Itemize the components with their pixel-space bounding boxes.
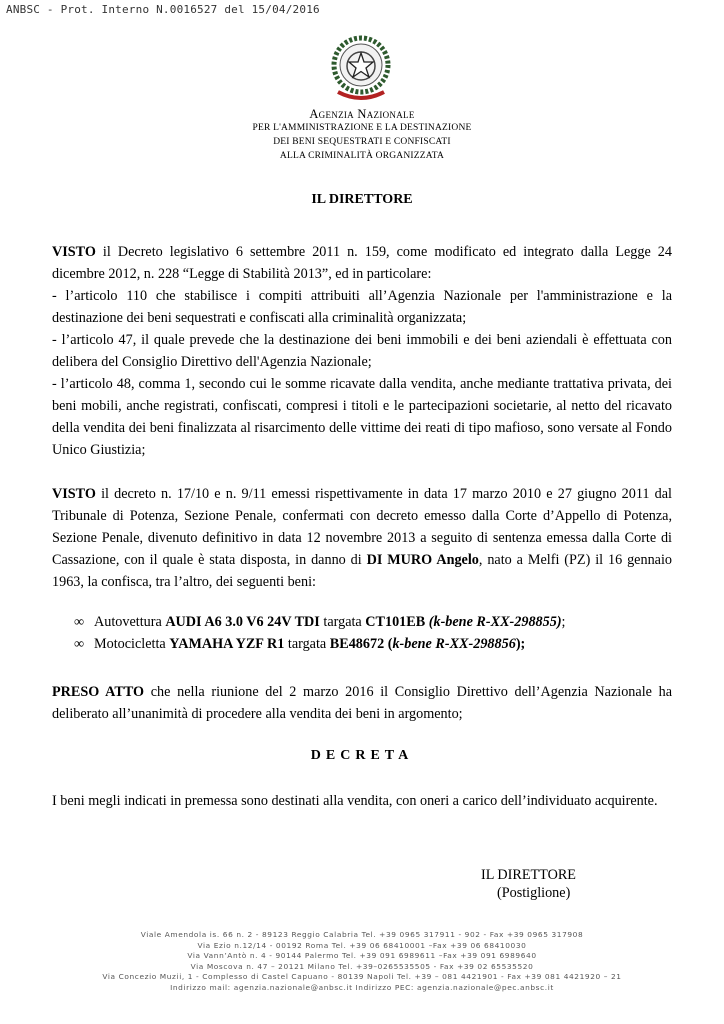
visto-text: , nato a Melfi (PZ) il 16 gennaio 1963, la confisca, tra l’altro, dei seguenti beni: (52, 552, 673, 590)
asset-list (74, 611, 566, 655)
asset-end: ; (561, 614, 566, 630)
preso-atto-text: che nella riunione del 2 marzo 2016 il Consiglio Direttivo dell’Agenzia Nazionale ha deliberato all’unanimità di procedere alla vendita dei beni in argomento; (52, 684, 672, 722)
person-name: DI MURO Angelo (366, 552, 479, 568)
visto-text: il Decreto legislativo 6 settembre 2011 n. 159, come modificato ed integrato dalla Legge 24 dicembre 2012, n. 228 “Legge di Stabilità 2013”, ed in particolare: (52, 244, 672, 282)
footer-line: Via Concezio Muzii, 1 - Complesso di Castel Capuano - 80139 Napoli Tel. +39 – 081 4421901 - Fax +39 081 4421920 – 21 (102, 972, 622, 981)
asset-type: Autovettura (94, 614, 166, 630)
infinity-bullet-icon: ∞ (74, 636, 85, 652)
agency-line: PER L'AMMINISTRAZIONE E LA DESTINAZIONE (252, 123, 472, 133)
article-item: - l’articolo 110 che stabilisce i compiti attribuiti all’Agenzia Nazionale per l'amministrazione e la destinazione dei beni sequestrati e confiscati alla criminalità organizzata; (52, 288, 672, 326)
signature-name: (Postiglione) (497, 885, 571, 901)
asset-plate: CT101EB (365, 614, 426, 630)
asset-plate: BE48672 (329, 636, 385, 652)
asset-code: k-bene R-XX-298856 (392, 636, 516, 652)
asset-item (74, 633, 566, 655)
infinity-bullet-icon: ∞ (74, 614, 85, 630)
footer-line: Indirizzo mail: agenzia.nazionale@anbsc.it Indirizzo PEC: agenzia.nazionale@pec.anbsc.it (170, 982, 554, 992)
footer-line: Via Vann’Antò n. 4 - 90144 Palermo Tel. +39 091 6989611 –Fax +39 091 6989640 (187, 951, 537, 960)
footer-line: Via Moscova n. 47 – 20121 Milano Tel. +39–0265535505 - Fax +39 02 65535520 (190, 961, 534, 971)
asset-code: (k-bene R-XX-298855) (425, 614, 562, 630)
visto-text: il decreto n. 17/10 e n. 9/11 emessi rispettivamente in data 17 marzo 2010 e 27 giugno 2011 dal Tribunale di Potenza, Sezione Penale, confermati con decreto emesso dalla Corte d’Appello di Potenza, Sezione Penale, divenuto definitivo in data 12 novembre 2013 a seguito di sentenza emessa dalla Corte di Cassazione, con il quale è stata disposta, in danno di (52, 486, 672, 568)
asset-type: Motocicletta (94, 636, 170, 652)
decision-text: I beni megli indicati in premessa sono destinati alla vendita, con oneri a carico dell’individuato acquirente. (52, 793, 658, 809)
agency-name: Agenzia Nazionale (309, 107, 415, 121)
asset-plate-label: targata (319, 614, 366, 630)
asset-model: YAMAHA YZF R1 (169, 636, 285, 652)
visto-paragraph-1 (52, 241, 672, 461)
footer-line: Via Ezio n.12/14 - 00192 Roma Tel. +39 06 68410001 –Fax +39 06 68410030 (197, 940, 527, 950)
article-item: - l’articolo 48, comma 1, secondo cui le somme ricavate dalla vendita, anche mediante trattativa privata, dei beni mobili, anche registrati, confiscati, compresi i titoli e le partecipazioni societarie, al netto del ricavato della vendita dei beni finalizzata al risarcimento delle vittime dei reati di tipo mafioso, sono versate al Fondo Unico Giustizia; (52, 376, 672, 458)
preso-atto-paragraph (52, 681, 672, 725)
visto-paragraph-2 (52, 483, 672, 593)
asset-item (74, 611, 566, 633)
document-title: IL DIRETTORE (311, 192, 413, 207)
asset-plate-label: targata (284, 636, 330, 652)
italian-republic-emblem-icon (330, 32, 392, 106)
article-item: - l’articolo 47, il quale prevede che la destinazione dei beni immobili e dei beni aziendali è effettuata con delibera del Consiglio Direttivo dell'Agenzia Nazionale; (52, 332, 672, 370)
footer-addresses (0, 930, 724, 993)
agency-line: ALLA CRIMINALITÀ ORGANIZZATA (279, 151, 445, 161)
decision-paragraph (52, 790, 672, 812)
asset-end: ); (515, 636, 526, 652)
decreta-heading: DECRETA (310, 748, 414, 763)
footer-line: Viale Amendola is. 66 n. 2 - 89123 Reggio Calabria Tel. +39 0965 317911 - 902 - Fax +39 0965 317908 (140, 930, 584, 939)
signature-role: IL DIRETTORE (481, 867, 576, 883)
visto-lead: VISTO (52, 244, 96, 260)
preso-atto-lead: PRESO ATTO (52, 684, 145, 700)
asset-model: AUDI A6 3.0 V6 24V TDI (165, 614, 320, 630)
visto-lead: VISTO (52, 486, 96, 502)
protocol-stamp: ANBSC - Prot. Interno N.0016527 del 15/04/2016 (6, 3, 320, 16)
signature-block (481, 866, 576, 902)
agency-line: DEI BENI SEQUESTRATI E CONFISCATI (273, 137, 451, 147)
asset-paren: ( (384, 636, 393, 652)
